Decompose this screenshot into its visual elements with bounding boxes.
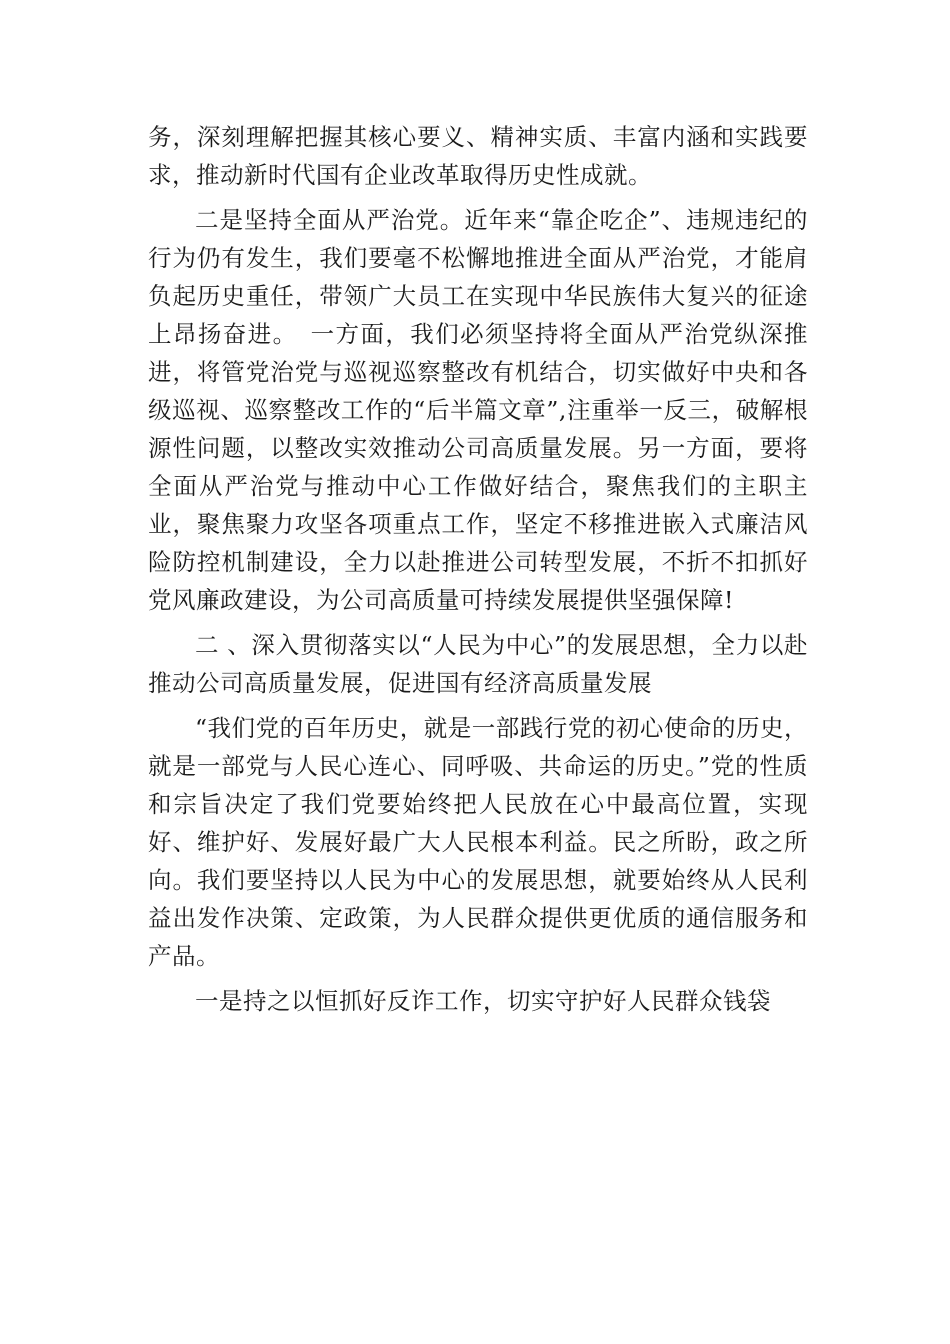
section-heading-people-centered: 二 、深入贯彻落实以“人民为中心”的发展思想，全力以赴推动公司高质量发展，促进国有经济高质量发展 xyxy=(148,631,808,697)
paragraph-anti-fraud: 一是持之以恒抓好反诈工作，切实守护好人民群众钱袋 xyxy=(195,987,771,1015)
paragraph-party-history-quote: “我们党的百年历史，就是一部践行党的初心使命的历史，就是一部党与人民心连心、同呼吸、共命运的历史。”党的性质和宗旨决定了我们党要始终把人民放在心中最高位置，实现好、维护好、发展好最广大人民根本利益。民之所盼，政之所向。我们要坚持以人民为中心的发展思想，就要始终从人民利益出发作决策、定政策，为人民群众提供更优质的通信服务和产品。 xyxy=(148,714,808,970)
document-body xyxy=(148,118,808,1020)
paragraph-continuation: 务，深刻理解把握其核心要义、精神实质、丰富内涵和实践要求，推动新时代国有企业改革取得历史性成就。 xyxy=(148,123,808,189)
paragraph-strict-party-governance: 二是坚持全面从严治党。近年来“靠企吃企”、违规违纪的行为仍有发生，我们要毫不松懈地推进全面从严治党，才能肩负起历史重任，带领广大员工在实现中华民族伟大复兴的征途上昂扬奋进。 一方面，我们必须坚持将全面从严治党纵深推进，将管党治党与巡视巡察整改有机结合，切实做好中央和各级巡视、巡察整改工作的“后半篇文章”,注重举一反三，破解根源性问题，以整改实效推动公司高质量发展。另一方面，要将全面从严治党与推动中心工作做好结合，聚焦我们的主职主业，聚焦聚力攻坚各项重点工作，坚定不移推进嵌入式廉洁风险防控机制建设，全力以赴推进公司转型发展，不折不扣抓好党风廉政建设，为公司高质量可持续发展提供坚强保障! xyxy=(148,206,808,614)
